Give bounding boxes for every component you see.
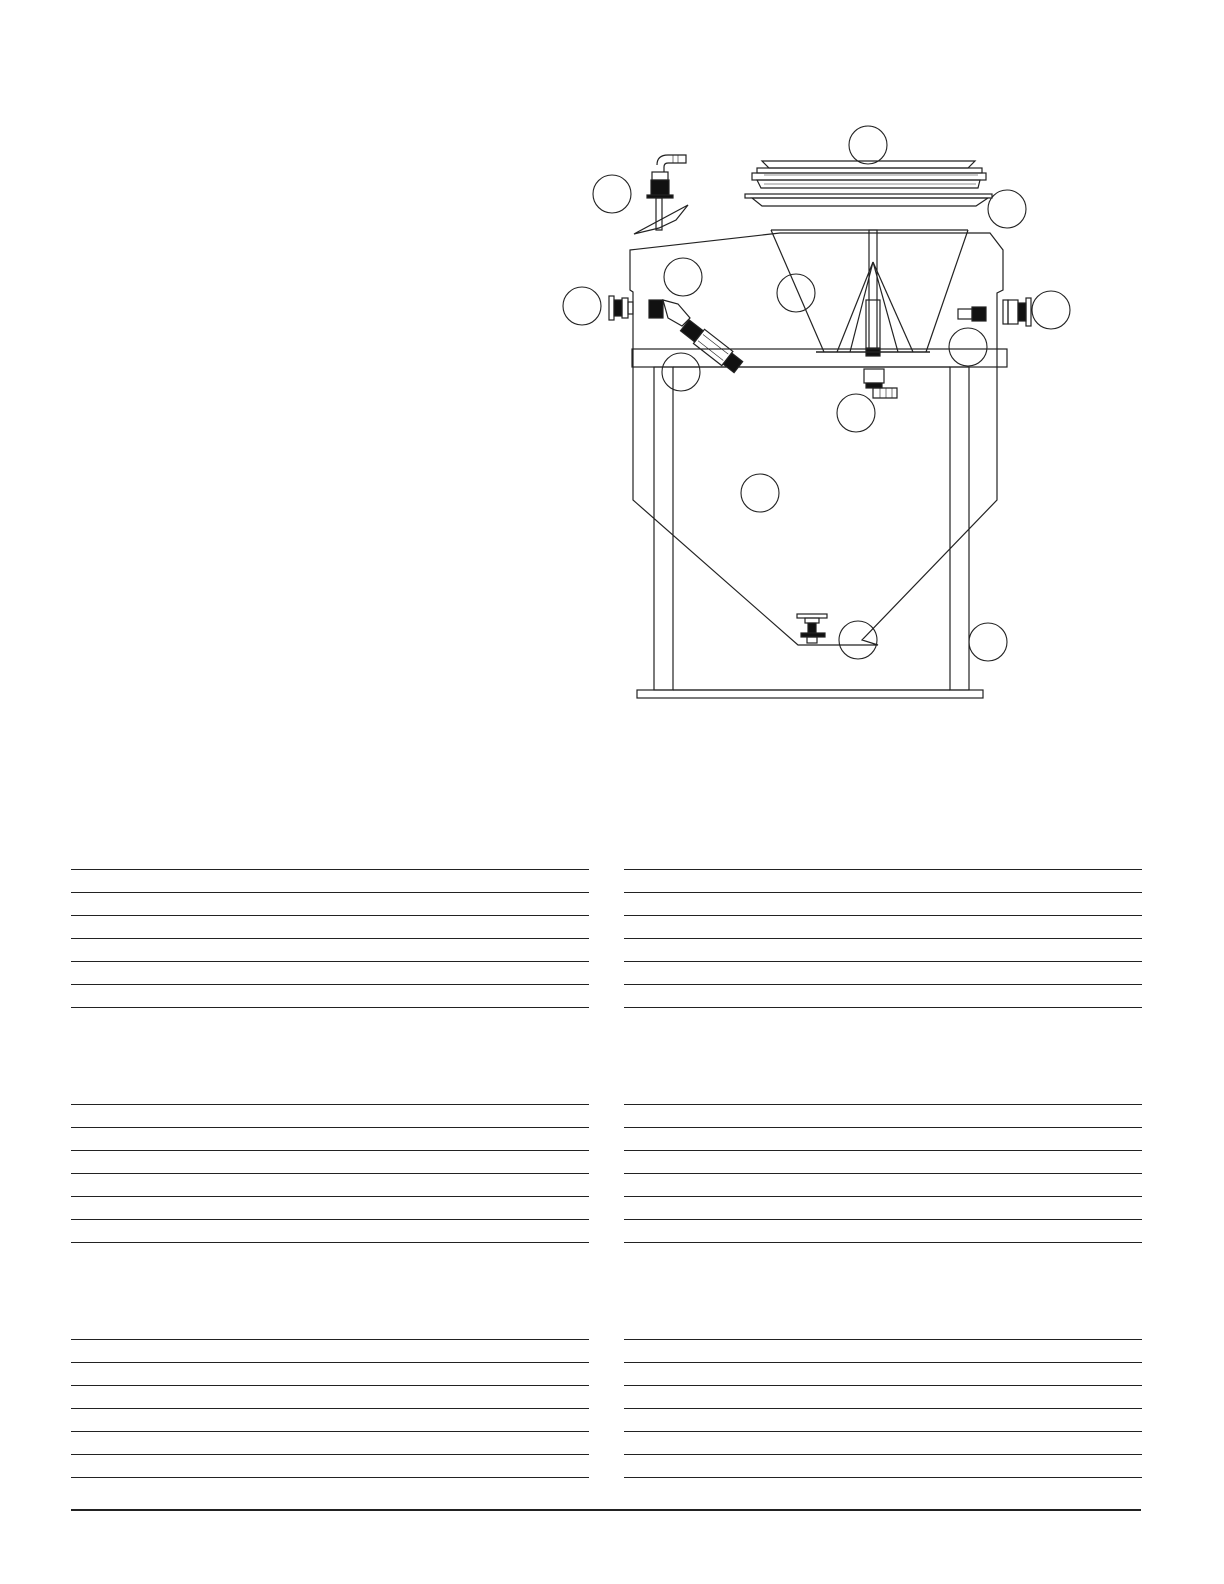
table-row (71, 915, 589, 938)
callout-stand (969, 623, 1007, 661)
table-row (71, 984, 589, 1008)
airlock-fitting (634, 155, 688, 234)
table-row (71, 961, 589, 984)
parts-table-2 (624, 869, 1142, 1008)
table-row (71, 1104, 589, 1127)
callout-racking-port (837, 394, 875, 432)
right-port-fitting (958, 298, 1031, 326)
table-row (71, 1362, 589, 1385)
table-row (624, 984, 1142, 1008)
stand-frame (637, 367, 983, 698)
table-row (71, 1454, 589, 1478)
callout-funnel (777, 274, 815, 312)
table-row (624, 1150, 1142, 1173)
table-row (71, 869, 589, 892)
footer-rule (71, 1509, 1141, 1511)
table-row (71, 1173, 589, 1196)
callout-left-port (563, 287, 601, 325)
table-row (71, 1385, 589, 1408)
funnel-stand (771, 230, 968, 356)
table-row (624, 1431, 1142, 1454)
table-row (624, 1127, 1142, 1150)
table-row (624, 1454, 1142, 1478)
callout-right-port (1032, 291, 1070, 329)
table-row (624, 1362, 1142, 1385)
table-row (624, 938, 1142, 961)
lid-flange (745, 194, 992, 206)
table-row (624, 915, 1142, 938)
callout-tank (741, 474, 779, 512)
callout-sight-upper (664, 258, 702, 296)
table-row (71, 1219, 589, 1243)
table-row (71, 938, 589, 961)
parts-table-1 (71, 869, 589, 1008)
callout-dump-valve (839, 621, 877, 659)
table-row (71, 1150, 589, 1173)
sight-tube (649, 300, 744, 374)
table-row (624, 1408, 1142, 1431)
table-row (624, 1339, 1142, 1362)
bottom-dump-valve (797, 614, 827, 643)
table-row (624, 1104, 1142, 1127)
table-row (624, 892, 1142, 915)
callout-lid (849, 126, 887, 164)
fermenter-parts-diagram (0, 0, 1224, 760)
callout-flange (988, 190, 1026, 228)
table-row (71, 1127, 589, 1150)
parts-table-6 (624, 1339, 1142, 1478)
callout-collar (949, 328, 987, 366)
parts-table-4 (624, 1104, 1142, 1243)
parts-table-5 (71, 1339, 589, 1478)
table-row (624, 869, 1142, 892)
table-row (624, 961, 1142, 984)
callout-airlock (593, 175, 631, 213)
table-row (624, 1196, 1142, 1219)
racking-port-fitting (864, 369, 897, 398)
table-row (624, 1173, 1142, 1196)
table-row (624, 1219, 1142, 1243)
table-row (71, 1339, 589, 1362)
table-row (71, 1408, 589, 1431)
tank-body (630, 233, 1003, 645)
left-port-fitting (609, 296, 633, 320)
table-row (624, 1385, 1142, 1408)
table-row (71, 892, 589, 915)
table-row (71, 1431, 589, 1454)
table-row (71, 1196, 589, 1219)
parts-table-3 (71, 1104, 589, 1243)
callout-sight-lower (662, 353, 700, 391)
lid (752, 161, 986, 188)
